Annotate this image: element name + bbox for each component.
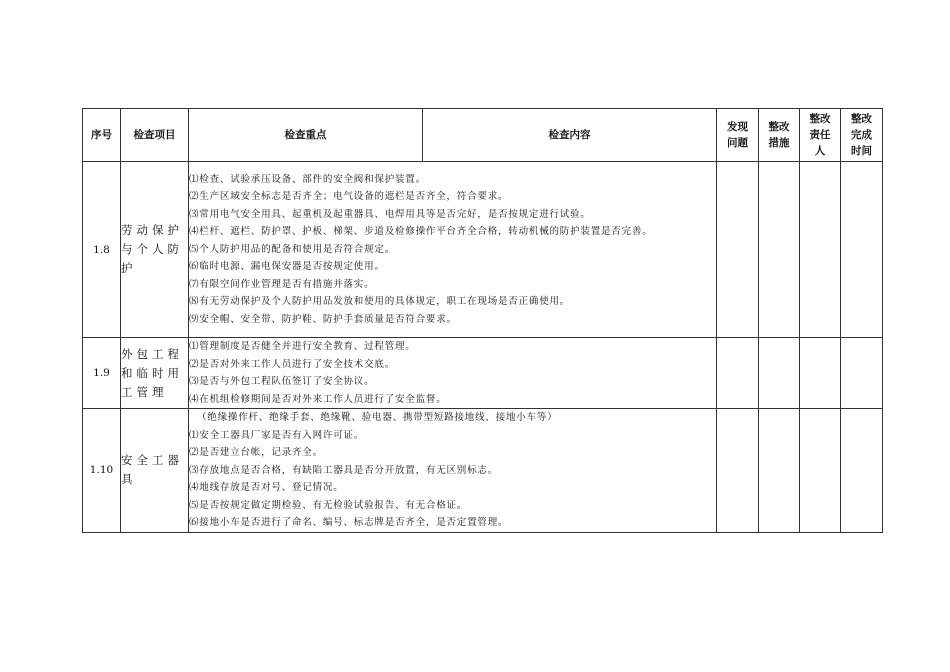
content-line: ⑸个人防护用品的配备和使用是否符合规定。 [189, 243, 396, 255]
content-line: ⑴检查、试验承压设备、部件的安全阀和保护装置。 [189, 173, 426, 185]
inspection-table [82, 108, 883, 533]
content-line: ⑶常用电气安全用具、起重机及起重器具、电焊用具等是否完好，是否按规定进行试验。 [189, 208, 591, 220]
row-item: 外包工程和临时用工管理 [121, 338, 189, 409]
content-line: ⑴安全工器具厂家是否有入网许可证。 [189, 429, 365, 441]
row-seq: 1.10 [83, 409, 121, 533]
rectify-time-cell [841, 409, 883, 533]
content-line: ⑺有限空间作业管理是否有措施并落实。 [189, 278, 375, 290]
row-item: 安全工器具 [121, 409, 189, 533]
content-line: ⑷地线存放是否对号、登记情况。 [189, 482, 344, 493]
rectify-owner-cell [800, 409, 841, 533]
rectify-owner-cell [800, 338, 841, 409]
found-issue-cell [717, 409, 759, 533]
rectify-owner-cell [800, 162, 841, 338]
header-focus: 检查重点 [189, 109, 423, 162]
row-item: 劳动保护与个人防护 [121, 162, 189, 338]
header-rectify-owner: 整改责任人 [800, 109, 841, 162]
rectify-time-cell [841, 338, 883, 409]
header-content: 检查内容 [423, 109, 717, 162]
rectify-measure-cell [759, 338, 800, 409]
row-seq: 1.8 [83, 162, 121, 338]
table-row [83, 338, 883, 409]
row-seq: 1.9 [83, 338, 121, 409]
header-rectify-measure: 整改措施 [759, 109, 800, 162]
content-line: ⑹接地小车是否进行了命名、编号、标志牌是否齐全，是否定置管理。 [189, 517, 509, 528]
header-found-issue: 发现问题 [717, 109, 759, 162]
found-issue-cell [717, 162, 759, 338]
content-line: ⑶存放地点是否合格，有缺陷工器具是否分开放置，有无区别标志。 [189, 464, 499, 476]
content-line: （绝缘操作杆、绝缘手套、绝缘靴、验电器、携带型短路接地线、接地小车等） [197, 412, 558, 423]
table-header-row [83, 109, 883, 162]
content-line: ⑸是否按规定做定期检验、有无检验试验报告、有无合格证。 [189, 499, 468, 511]
row-content [189, 162, 717, 338]
content-line: ⑶是否与外包工程队伍签订了安全协议。 [189, 376, 375, 387]
rectify-time-cell [841, 162, 883, 338]
rectify-measure-cell [759, 162, 800, 338]
content-line: ⑷栏杆、遮栏、防护罩、护板、梯架、步道及检修操作平台齐全合格，转动机械的防护装置是否完善。 [189, 226, 653, 238]
rectify-measure-cell [759, 409, 800, 533]
content-line: ⑹临时电源、漏电保安器是否按规定使用。 [189, 261, 385, 273]
content-line: ⑻有无劳动保护及个人防护用品发放和使用的具体规定，职工在现场是否正确使用。 [189, 296, 571, 308]
table-row [83, 409, 883, 533]
found-issue-cell [717, 338, 759, 409]
header-item: 检查项目 [121, 109, 189, 162]
content-line: ⑵是否对外来工作人员进行了安全技术交底。 [189, 358, 396, 370]
content-line: ⑵是否建立台帐，记录齐全。 [189, 447, 323, 458]
content-line: ⑴管理制度是否健全并进行安全教育、过程管理。 [189, 341, 416, 352]
row-content [189, 409, 717, 533]
content-line: ⑷在机组检修期间是否对外来工作人员进行了安全监督。 [189, 393, 447, 405]
content-line: ⑼安全帽、安全带、防护鞋、防护手套质量是否符合要求。 [189, 313, 457, 325]
content-line: ⑵生产区域安全标志是否齐全；电气设备的遮栏是否齐全，符合要求。 [189, 191, 509, 203]
row-content [189, 338, 717, 409]
table-row [83, 162, 883, 338]
header-seq: 序号 [83, 109, 121, 162]
header-rectify-time: 整改完成时间 [841, 109, 883, 162]
